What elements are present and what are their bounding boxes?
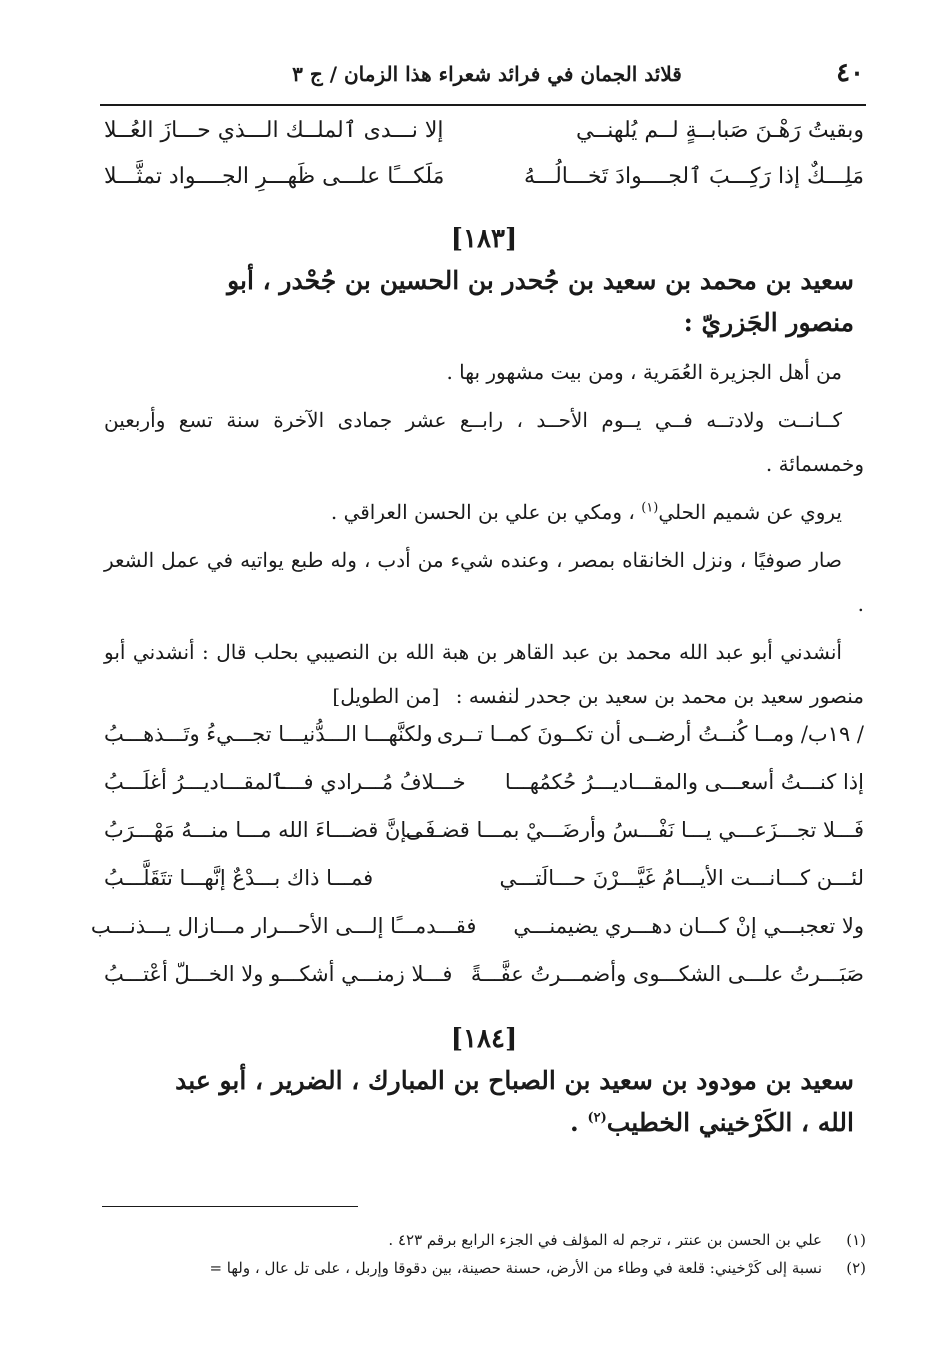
verse-second-hemistich: فقـــدمـــًا إلـــى الأحـــرار مـــازال يـــذنـــب: [90, 914, 477, 938]
footnote-1: [102, 1226, 866, 1254]
footnote-ref-2[interactable]: (٢): [587, 1110, 607, 1126]
verse: [104, 164, 864, 210]
footnote-ref-1[interactable]: (١): [641, 500, 659, 516]
entry-title-184-text: سعيد بن مودود بن سعيد بن الصباح بن المبارك ، الضرير ، أبو عبد الله ، الكَرْخيني الخطيب: [175, 1066, 854, 1137]
verse-first-hemistich: فَـــلا تجـــزَعـــي يـــا نَفْـــسُ وأرضَـــيْ بمـــا قضـــى: [405, 818, 864, 842]
recitation-text: أنشدني أبو عبد الله محمد بن عبد القاهر بن هبة الله بن النصيبي بحلب قال : أنشدني أبو منصور سعيد بن محمد بن سعيد بن جحدر لنفسه :: [104, 640, 864, 708]
verse-second-hemistich: خـــلافُ مُـــرادي فـــٱلمقـــاديـــرُ أغلَـــبُ: [104, 770, 466, 794]
verse-second-hemistich: فـــلا زمنـــي أشكـــو ولا الخـــلّ أعْتـــبُ: [104, 962, 453, 986]
verse: [104, 818, 864, 866]
entry-title-184: [164, 1060, 854, 1144]
paragraph-recitation: [104, 630, 864, 718]
footnote-text: نسبة إلى كَرْخيني: قلعة في وطاء من الأرض، حسنة حصينة، بين دقوقا وإربل ، على تل عال ، ولها =: [209, 1259, 822, 1277]
narration-text-rest: ، ومكي بن علي بن الحسن العراقي .: [330, 500, 635, 524]
poem-top: [104, 118, 864, 210]
entry-number-183: [١٨٣]: [450, 224, 518, 254]
running-title: قلائد الجمان في فرائد شعراء هذا الزمان / ج ٣: [292, 62, 682, 86]
page-body: [90, 118, 864, 1150]
verse-first-hemistich: / ١٩ب/ ومــا كُنــتُ أرضــى أن تكــونَ كمــا تــرى: [436, 722, 864, 746]
verse-first-hemistich: مَلِـــكٌ إذا رَكِـــبَ ٱلجــــوادَ تَخـــالُـــهُ: [523, 164, 864, 189]
footnote-marker: (٢): [846, 1259, 866, 1277]
verse-second-hemistich: مَلَكـــًا علـــى ظَهـــرِ الجــــواد تمثَّـــلا: [104, 164, 445, 189]
entry-title-184-end: .: [570, 1108, 579, 1137]
verse: [104, 866, 864, 914]
entry-title-183: سعيد بن محمد بن سعيد بن جُحدر بن الحسين بن جُحْدر ، أبو منصور الجَزريّ :: [227, 266, 854, 337]
paragraph-birth: كــانــت ولادتــه فــي يــوم الأحــد ، رابــع عشر جمادى الآخرة سنة تسع وأربعين وخمسمائة .: [104, 408, 864, 476]
verse: [90, 914, 864, 962]
verse-first-hemistich: لئـــن كـــانـــت الأيـــامُ غَيَّـــرْنَ حـــالَتـــي: [499, 866, 864, 890]
verse: [104, 962, 864, 1010]
footnote-2: [102, 1254, 866, 1282]
footnote-marker: (١): [846, 1231, 866, 1249]
paragraph-sufi: صار صوفيًا ، ونزل الخانقاه بمصر ، وعنده شيء من أدب ، وله طبع يواتيه في عمل الشعر .: [104, 548, 864, 616]
paragraph-narration: [104, 490, 864, 534]
verse: [104, 770, 864, 818]
verse-first-hemistich: وبقيتُ رَهْـنَ صَبابــةٍ لــم يُلهنــي: [576, 118, 864, 143]
verse-first-hemistich: صَبَـــرتُ علـــى الشكـــوى وأضمـــرتُ عفَّـــةً: [470, 962, 864, 986]
footnote-rule: [102, 1206, 358, 1207]
verse-first-hemistich: إذا كنـــتُ أسعـــى والمقـــاديـــرُ حُكمُهـــا: [504, 770, 864, 794]
verse: [104, 118, 864, 164]
footnotes: [102, 1226, 866, 1282]
narration-text: يروي عن شميم الحلي: [658, 500, 842, 524]
running-header: [110, 58, 864, 98]
verse-first-hemistich: ولا تعجبـــي إنْ كـــان دهـــري يضيمنـــي: [513, 914, 864, 938]
verse-second-hemistich: ولكنَّهـــا الـــدُّنيـــا تجـــيءُ وتَـــذهـــبُ: [104, 722, 433, 746]
header-rule: [100, 104, 866, 106]
footnote-text: علي بن الحسن بن عنتر ، ترجم له المؤلف في الجزء الرابع برقم ٤٢٣ .: [388, 1231, 822, 1249]
page-number: ٤٠: [836, 58, 864, 88]
verse: [104, 722, 864, 770]
verse-second-hemistich: فمـــا ذاك بـــدْعٌ إنَّهـــا تتَقَلَّـــبُ: [104, 866, 374, 890]
verse-second-hemistich: فَـــإنَّ قضـــاءَ الله مـــا منـــهُ مَهْـــرَبُ: [104, 818, 436, 842]
paragraph-origin: من أهل الجزيرة العُمَرية ، ومن بيت مشهور بها .: [446, 360, 842, 384]
verse-second-hemistich: إلا نـــدى ٱلملــك الـــذي حـــازَ العُــلا: [104, 118, 444, 143]
meter-label: [من الطويل]: [332, 684, 440, 708]
poem-main: [90, 722, 864, 1010]
entry-number-184: [١٨٤]: [450, 1024, 518, 1054]
